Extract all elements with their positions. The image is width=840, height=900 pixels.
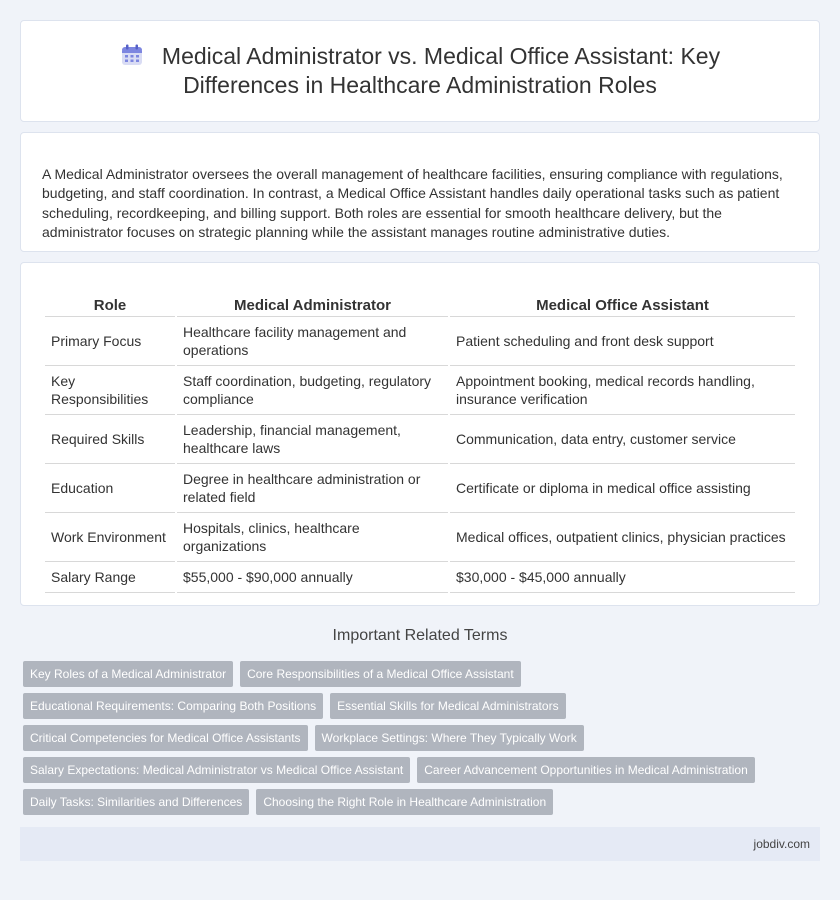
- column-header-medical-administrator: Medical Administrator: [177, 291, 448, 317]
- column-header-medical-office-assistant: Medical Office Assistant: [450, 291, 795, 317]
- column-header-role: Role: [45, 291, 175, 317]
- table-row: [45, 513, 795, 562]
- related-terms-list: [0, 661, 840, 815]
- calendar-icon: [120, 43, 144, 67]
- table-row: [45, 562, 795, 593]
- comparison-table: [43, 291, 797, 593]
- table-row: [45, 415, 795, 464]
- table-header-row: [45, 291, 795, 317]
- row-label: Salary Range: [45, 562, 175, 593]
- intro-card: [20, 132, 820, 252]
- related-term-tag[interactable]: Career Advancement Opportunities in Medical Administration: [417, 757, 755, 783]
- footer-site-link[interactable]: jobdiv.com: [753, 837, 810, 851]
- row-label: Primary Focus: [45, 317, 175, 366]
- table-cell: Communication, data entry, customer service: [450, 415, 795, 464]
- row-label: Key Responsibilities: [45, 366, 175, 415]
- intro-text: A Medical Administrator oversees the overall management of healthcare facilities, ensuring compliance with regulations, budgeting, and staff coordination. In contrast, a Medical Office Assistant handles daily operational tasks such as patient scheduling, recordkeeping, and billing support. Both roles are essential for smooth healthcare delivery, but the administrator focuses on strategic planning while the assistant manages routine administrative duties.: [42, 166, 783, 240]
- table-cell: Leadership, financial management, healthcare laws: [177, 415, 448, 464]
- table-cell: $30,000 - $45,000 annually: [450, 562, 795, 593]
- related-term-tag[interactable]: Daily Tasks: Similarities and Differences: [23, 789, 249, 815]
- table-row: [45, 464, 795, 513]
- table-cell: Hospitals, clinics, healthcare organizations: [177, 513, 448, 562]
- related-term-tag[interactable]: Critical Competencies for Medical Office Assistants: [23, 725, 308, 751]
- table-cell: $55,000 - $90,000 annually: [177, 562, 448, 593]
- related-term-tag[interactable]: Essential Skills for Medical Administrators: [330, 693, 565, 719]
- table-cell: Certificate or diploma in medical office assisting: [450, 464, 795, 513]
- related-term-tag[interactable]: Key Roles of a Medical Administrator: [23, 661, 233, 687]
- page-title-text: Medical Administrator vs. Medical Office Assistant: Key Differences in Healthcare Administration Roles: [161, 43, 721, 98]
- related-term-tag[interactable]: Educational Requirements: Comparing Both Positions: [23, 693, 323, 719]
- footer: [20, 827, 820, 861]
- table-cell: Medical offices, outpatient clinics, physician practices: [450, 513, 795, 562]
- row-label: Required Skills: [45, 415, 175, 464]
- table-cell: Healthcare facility management and operations: [177, 317, 448, 366]
- table-row: [45, 366, 795, 415]
- related-term-tag[interactable]: Core Responsibilities of a Medical Office Assistant: [240, 661, 521, 687]
- table-cell: Staff coordination, budgeting, regulatory compliance: [177, 366, 448, 415]
- related-term-tag[interactable]: Workplace Settings: Where They Typically Work: [315, 725, 584, 751]
- row-label: Education: [45, 464, 175, 513]
- related-term-tag[interactable]: Salary Expectations: Medical Administrator vs Medical Office Assistant: [23, 757, 410, 783]
- table-row: [45, 317, 795, 366]
- related-term-tag[interactable]: Choosing the Right Role in Healthcare Administration: [256, 789, 553, 815]
- related-terms-heading: Important Related Terms: [332, 627, 508, 644]
- table-cell: Patient scheduling and front desk support: [450, 317, 795, 366]
- comparison-table-card: [20, 262, 820, 606]
- table-cell: Degree in healthcare administration or related field: [177, 464, 448, 513]
- row-label: Work Environment: [45, 513, 175, 562]
- table-cell: Appointment booking, medical records handling, insurance verification: [450, 366, 795, 415]
- title-card: [20, 20, 820, 122]
- page-title: [61, 42, 779, 100]
